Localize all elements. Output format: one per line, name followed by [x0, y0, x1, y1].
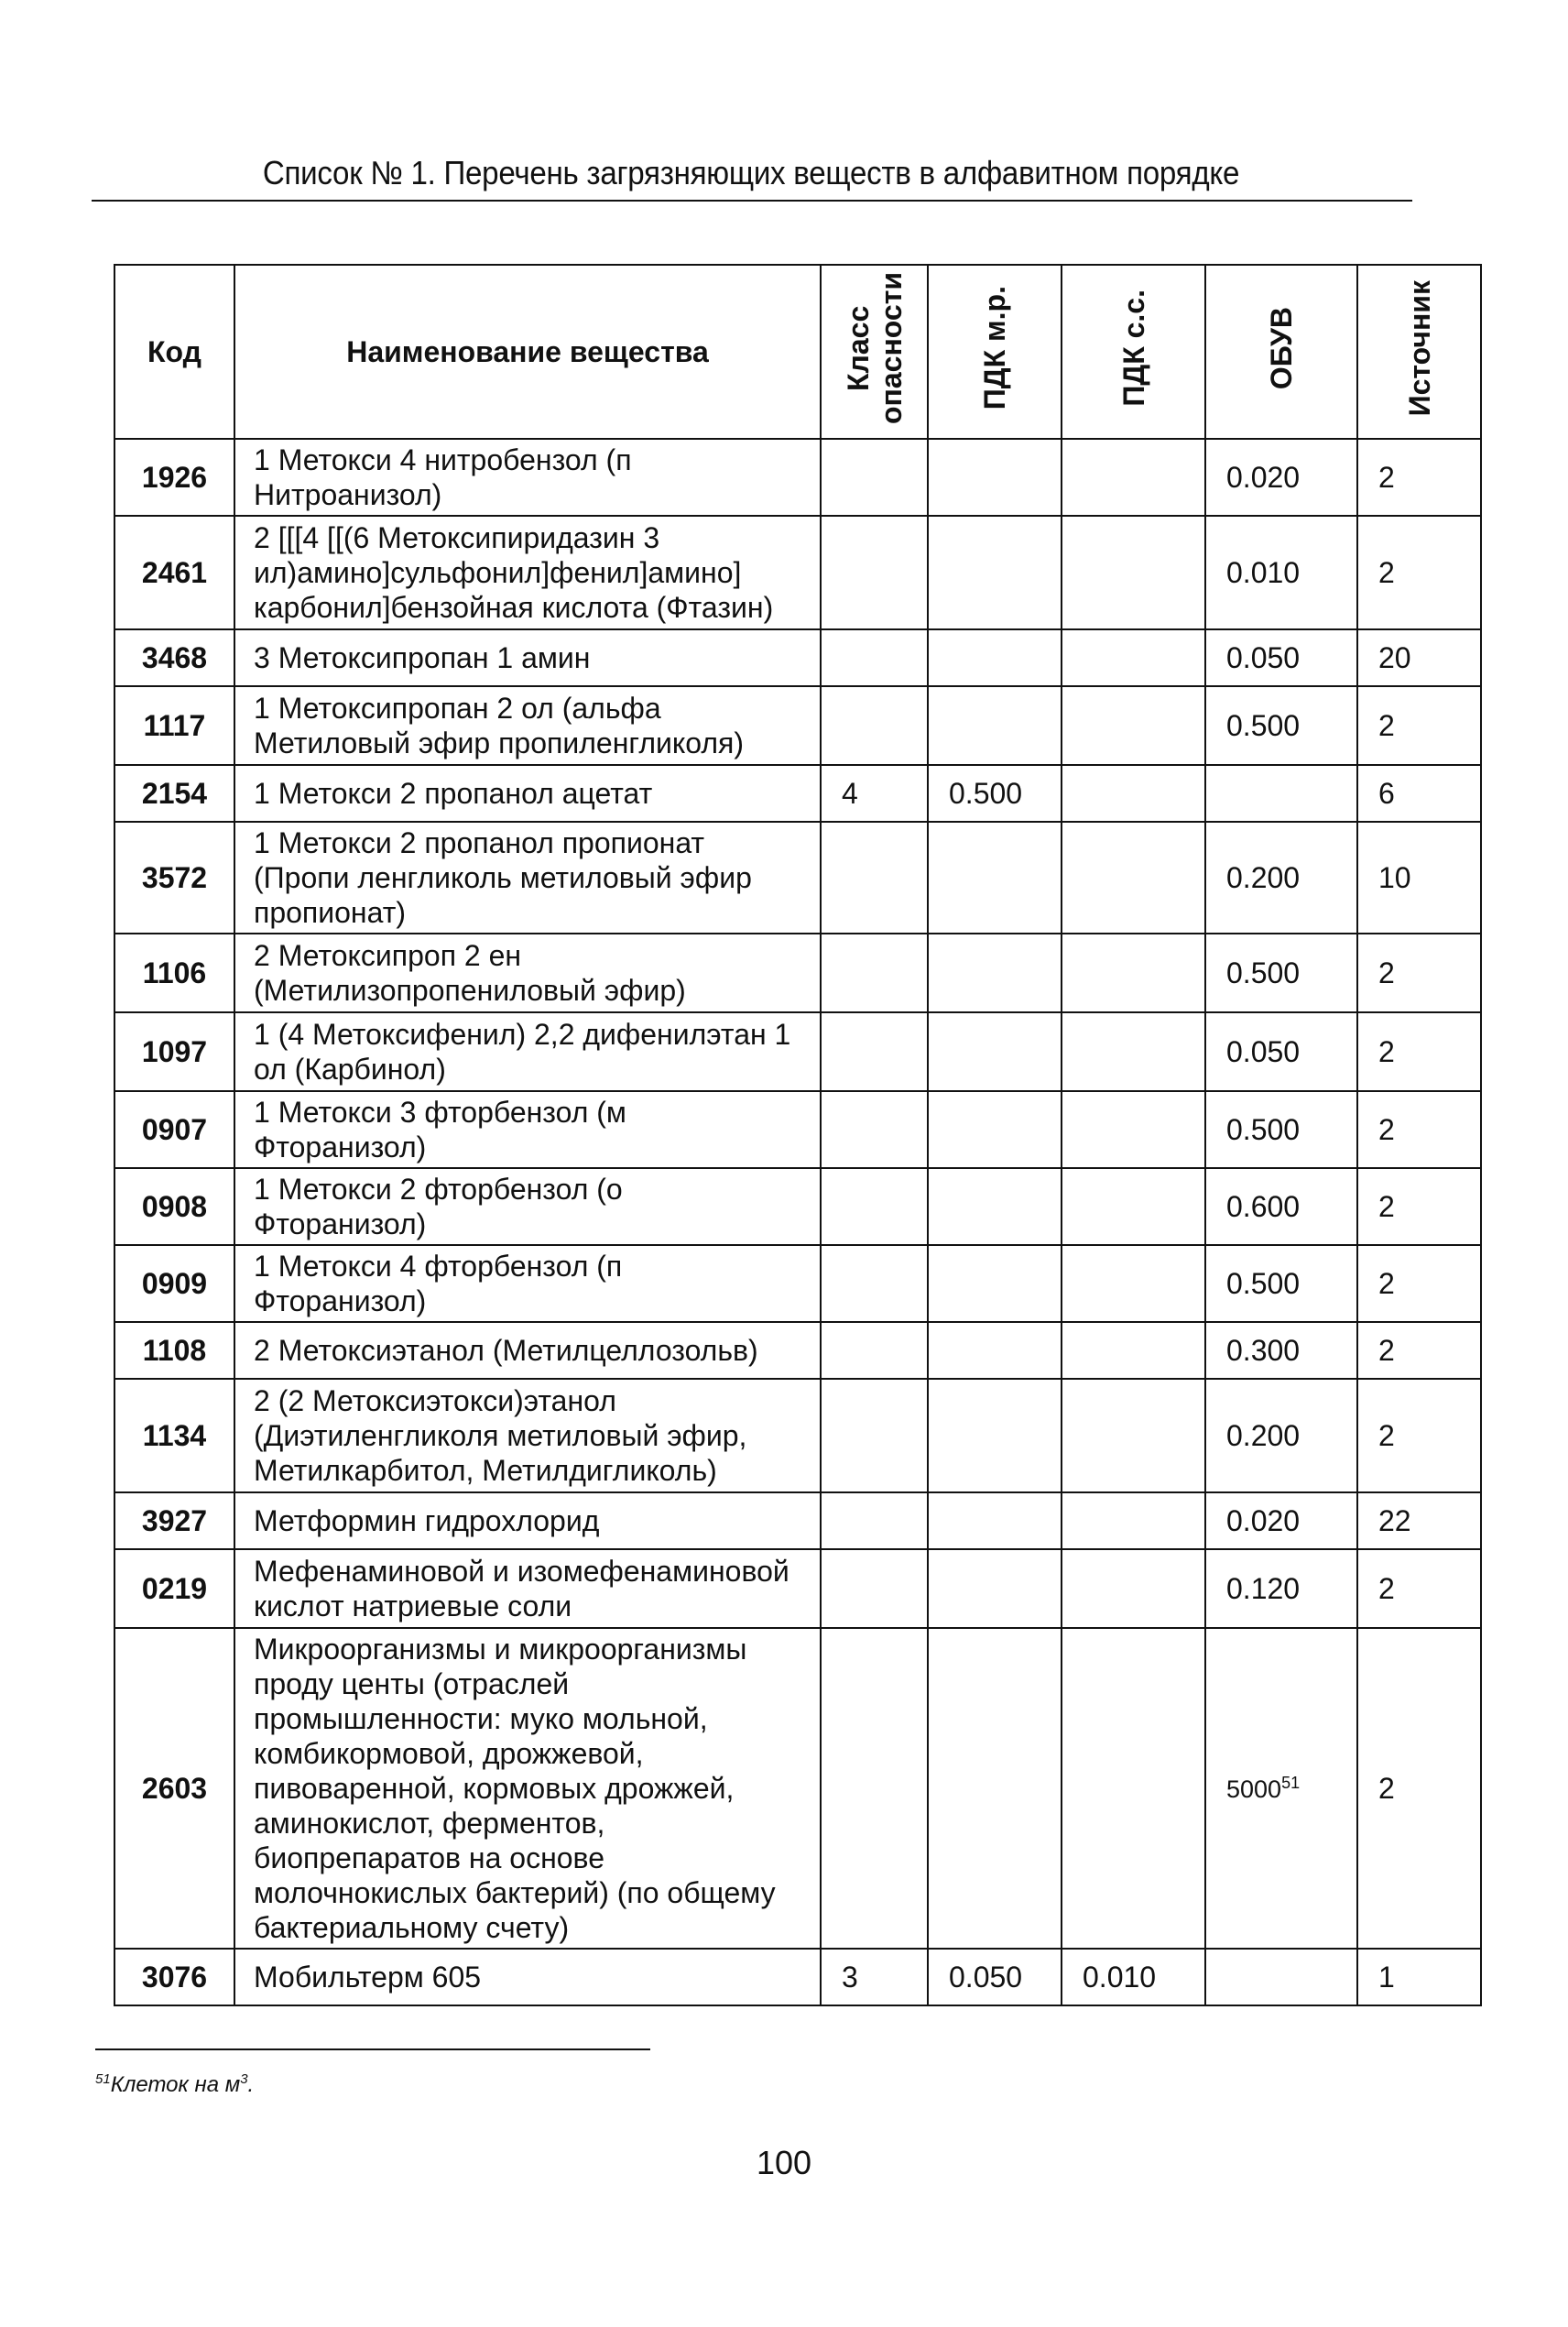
cell-source: 2 — [1357, 1379, 1481, 1492]
cell-name: 1 (4 Метоксифенил) 2,2 дифенилэтан 1 ол (Карбинол) — [234, 1012, 821, 1091]
cell-pdk-ss — [1062, 686, 1205, 765]
cell-hazard-class — [821, 1492, 928, 1549]
cell-pdk-ss — [1062, 765, 1205, 822]
cell-pdk-mr: 0.050 — [928, 1949, 1062, 2005]
header-pdk-mr-label: ПДК м.р. — [978, 286, 1011, 410]
header-obuv-label: ОБУВ — [1265, 306, 1298, 390]
table-row — [114, 934, 1481, 1012]
cell-code: 1106 — [114, 934, 234, 1012]
cell-pdk-ss — [1062, 1322, 1205, 1379]
table-row — [114, 686, 1481, 765]
footnote — [95, 2072, 254, 2098]
table-row — [114, 1322, 1481, 1379]
footnote-text: Клеток на м — [110, 2072, 241, 2097]
cell-pdk-mr — [928, 1492, 1062, 1549]
cell-source: 2 — [1357, 1322, 1481, 1379]
cell-name: Мефенаминовой и изомефенаминовой кислот натриевые соли — [234, 1549, 821, 1628]
cell-pdk-ss — [1062, 1245, 1205, 1322]
header-hazard-class-label: Класс опасности — [841, 271, 908, 425]
header-obuv — [1205, 265, 1357, 439]
cell-obuv: 0.050 — [1205, 1012, 1357, 1091]
cell-code: 2603 — [114, 1628, 234, 1949]
cell-pdk-ss — [1062, 934, 1205, 1012]
cell-obuv — [1205, 1949, 1357, 2005]
cell-hazard-class — [821, 822, 928, 934]
footnote-end: . — [247, 2072, 255, 2097]
table-row — [114, 629, 1481, 686]
table-row — [114, 1949, 1481, 2005]
cell-hazard-class — [821, 1628, 928, 1949]
heading-rule — [92, 200, 1412, 202]
cell-hazard-class — [821, 439, 928, 516]
cell-obuv: 0.300 — [1205, 1322, 1357, 1379]
cell-source: 20 — [1357, 629, 1481, 686]
cell-pdk-ss — [1062, 516, 1205, 629]
cell-obuv: 0.020 — [1205, 1492, 1357, 1549]
cell-hazard-class — [821, 516, 928, 629]
table-row — [114, 1549, 1481, 1628]
cell-obuv: 0.010 — [1205, 516, 1357, 629]
page-number: 100 — [756, 2144, 812, 2181]
table-header-row — [114, 265, 1481, 439]
cell-pdk-mr — [928, 1379, 1062, 1492]
cell-code: 2154 — [114, 765, 234, 822]
cell-hazard-class: 3 — [821, 1949, 928, 2005]
cell-name: 3 Метоксипропан 1 амин — [234, 629, 821, 686]
cell-pdk-mr: 0.500 — [928, 765, 1062, 822]
obuv-value — [1226, 1775, 1300, 1803]
cell-name: Мобильтерм 605 — [234, 1949, 821, 2005]
cell-pdk-ss — [1062, 439, 1205, 516]
header-source-label: Источник — [1402, 279, 1436, 417]
cell-hazard-class — [821, 629, 928, 686]
cell-obuv: 0.050 — [1205, 629, 1357, 686]
cell-code: 3572 — [114, 822, 234, 934]
header-pdk-mr — [928, 265, 1062, 439]
cell-code: 1097 — [114, 1012, 234, 1091]
cell-pdk-ss: 0.010 — [1062, 1949, 1205, 2005]
cell-code: 0909 — [114, 1245, 234, 1322]
header-hazard-class — [821, 265, 928, 439]
table-row — [114, 822, 1481, 934]
footnote-marker: 51 — [95, 2071, 111, 2087]
cell-pdk-ss — [1062, 1628, 1205, 1949]
header-pdk-ss-label: ПДК с.с. — [1116, 290, 1150, 407]
cell-source: 6 — [1357, 765, 1481, 822]
cell-code: 1926 — [114, 439, 234, 516]
cell-pdk-mr — [928, 1091, 1062, 1168]
cell-source: 2 — [1357, 1628, 1481, 1949]
footnote-unit-power: 3 — [240, 2071, 248, 2087]
cell-source: 2 — [1357, 1245, 1481, 1322]
cell-obuv — [1205, 765, 1357, 822]
table-row — [114, 1245, 1481, 1322]
cell-source: 22 — [1357, 1492, 1481, 1549]
cell-obuv: 0.600 — [1205, 1168, 1357, 1245]
cell-name: 2 [[[4 [[(6 Метоксипиридазин 3 ил)амино]сульфонил]фенил]амино] карбонил]бензойная кислота (Фтазин) — [234, 516, 821, 629]
cell-pdk-mr — [928, 686, 1062, 765]
cell-source: 2 — [1357, 1012, 1481, 1091]
cell-source: 2 — [1357, 1168, 1481, 1245]
cell-hazard-class — [821, 934, 928, 1012]
page-heading: Список № 1. Перечень загрязняющих веществ в алфавитном порядке — [262, 154, 1240, 191]
cell-pdk-mr — [928, 439, 1062, 516]
cell-code: 3468 — [114, 629, 234, 686]
cell-code: 0219 — [114, 1549, 234, 1628]
cell-hazard-class — [821, 1012, 928, 1091]
cell-name: Метформин гидрохлорид — [234, 1492, 821, 1549]
cell-source: 2 — [1357, 934, 1481, 1012]
cell-pdk-ss — [1062, 1492, 1205, 1549]
cell-hazard-class: 4 — [821, 765, 928, 822]
cell-obuv: 0.500 — [1205, 934, 1357, 1012]
cell-hazard-class — [821, 1168, 928, 1245]
cell-name: 1 Метоксипропан 2 ол (альфа Метиловый эфир пропиленгликоля) — [234, 686, 821, 765]
cell-obuv: 0.120 — [1205, 1549, 1357, 1628]
cell-name: 2 (2 Метоксиэтокси)этанол (Диэтиленгликоля метиловый эфир, Метилкарбитол, Метилдигликоль) — [234, 1379, 821, 1492]
table-row — [114, 1379, 1481, 1492]
cell-obuv: 0.500 — [1205, 1245, 1357, 1322]
cell-name: 1 Метокси 3 фторбензол (м Фторанизол) — [234, 1091, 821, 1168]
cell-pdk-mr — [928, 1549, 1062, 1628]
table-row — [114, 1168, 1481, 1245]
cell-hazard-class — [821, 1091, 928, 1168]
cell-name: 2 Метоксиэтанол (Метилцеллозольв) — [234, 1322, 821, 1379]
cell-obuv: 0.500 — [1205, 1091, 1357, 1168]
cell-source: 1 — [1357, 1949, 1481, 2005]
cell-pdk-ss — [1062, 629, 1205, 686]
cell-source: 2 — [1357, 686, 1481, 765]
cell-source: 2 — [1357, 439, 1481, 516]
cell-code: 0907 — [114, 1091, 234, 1168]
cell-pdk-mr — [928, 1012, 1062, 1091]
cell-name: 1 Метокси 4 нитробензол (п Нитроанизол) — [234, 439, 821, 516]
table-row — [114, 765, 1481, 822]
cell-pdk-mr — [928, 1322, 1062, 1379]
table-row — [114, 516, 1481, 629]
cell-pdk-ss — [1062, 1379, 1205, 1492]
cell-code: 1108 — [114, 1322, 234, 1379]
cell-pdk-mr — [928, 1168, 1062, 1245]
cell-source: 2 — [1357, 1549, 1481, 1628]
cell-hazard-class — [821, 1549, 928, 1628]
cell-pdk-ss — [1062, 822, 1205, 934]
cell-pdk-mr — [928, 1245, 1062, 1322]
cell-pdk-mr — [928, 516, 1062, 629]
cell-pdk-mr — [928, 822, 1062, 934]
cell-source: 2 — [1357, 516, 1481, 629]
cell-code: 1117 — [114, 686, 234, 765]
cell-pdk-ss — [1062, 1168, 1205, 1245]
table-row — [114, 1012, 1481, 1091]
cell-hazard-class — [821, 686, 928, 765]
table-row — [114, 1628, 1481, 1949]
cell-obuv: 0.200 — [1205, 822, 1357, 934]
cell-hazard-class — [821, 1245, 928, 1322]
cell-code: 0908 — [114, 1168, 234, 1245]
cell-name: Микроорганизмы и микроорганизмы проду центы (отраслей промышленности: муко мольной, комбикормовой, дрожжевой, пивоваренной, кормовых дрожжей, аминокислот, ферментов, биопрепаратов на основе молочнокислых бактерий) (по общему бактериальному счету) — [234, 1628, 821, 1949]
cell-pdk-ss — [1062, 1091, 1205, 1168]
cell-pdk-mr — [928, 934, 1062, 1012]
cell-code: 3076 — [114, 1949, 234, 2005]
header-code: Код — [114, 265, 234, 439]
cell-hazard-class — [821, 1322, 928, 1379]
cell-code: 3927 — [114, 1492, 234, 1549]
cell-code: 1134 — [114, 1379, 234, 1492]
cell-code: 2461 — [114, 516, 234, 629]
cell-obuv: 0.200 — [1205, 1379, 1357, 1492]
cell-source: 10 — [1357, 822, 1481, 934]
table-row — [114, 1091, 1481, 1168]
footnote-rule — [95, 2048, 650, 2050]
header-pdk-ss — [1062, 265, 1205, 439]
cell-obuv: 0.020 — [1205, 439, 1357, 516]
cell-name: 1 Метокси 2 фторбензол (о Фторанизол) — [234, 1168, 821, 1245]
cell-pdk-ss — [1062, 1012, 1205, 1091]
cell-name: 1 Метокси 4 фторбензол (п Фторанизол) — [234, 1245, 821, 1322]
cell-pdk-ss — [1062, 1549, 1205, 1628]
substances-table — [114, 264, 1482, 2006]
cell-obuv — [1205, 1628, 1357, 1949]
cell-pdk-mr — [928, 1628, 1062, 1949]
header-name: Наименование вещества — [234, 265, 821, 439]
cell-obuv: 0.500 — [1205, 686, 1357, 765]
obuv-number: 5000 — [1226, 1775, 1282, 1803]
table-row — [114, 1492, 1481, 1549]
table-row — [114, 439, 1481, 516]
footnote-reference: 51 — [1281, 1774, 1301, 1792]
cell-hazard-class — [821, 1379, 928, 1492]
cell-name: 1 Метокси 2 пропанол пропионат (Пропи ленгликоль метиловый эфир пропионат) — [234, 822, 821, 934]
cell-name: 1 Метокси 2 пропанол ацетат — [234, 765, 821, 822]
cell-name: 2 Метоксипроп 2 ен (Метилизопропениловый эфир) — [234, 934, 821, 1012]
header-source — [1357, 265, 1481, 439]
cell-source: 2 — [1357, 1091, 1481, 1168]
cell-pdk-mr — [928, 629, 1062, 686]
